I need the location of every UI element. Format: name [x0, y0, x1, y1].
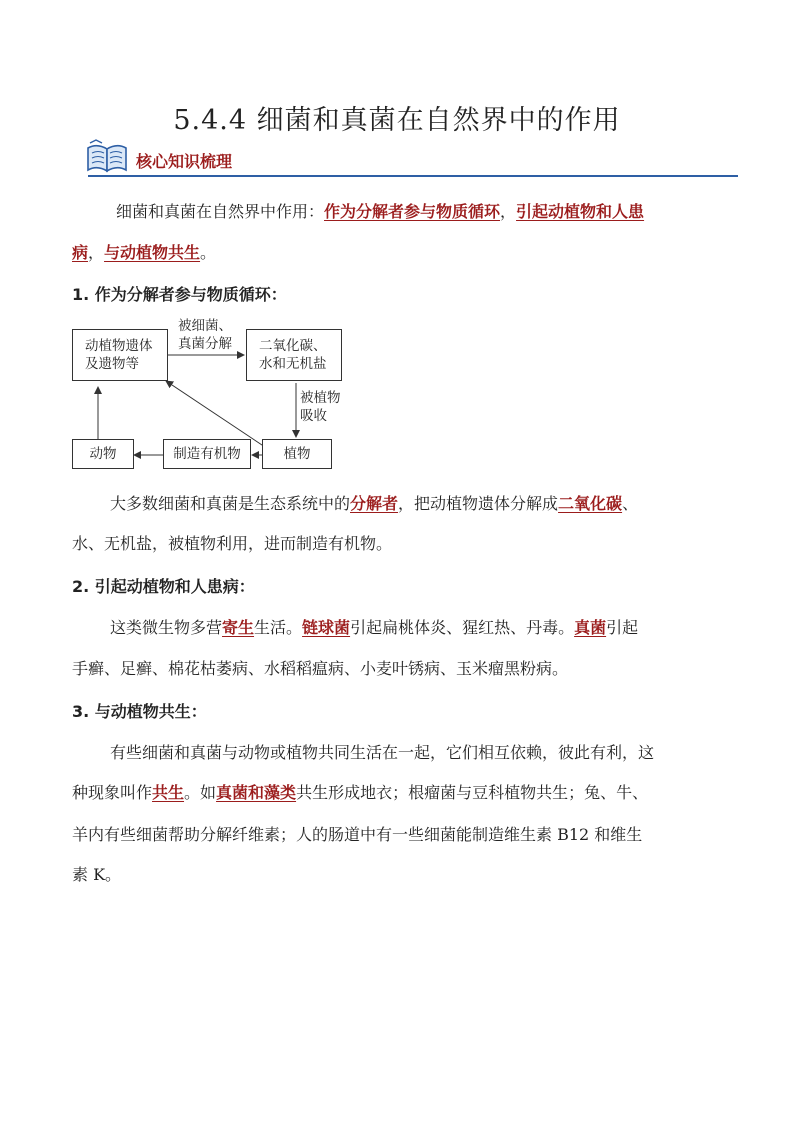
intro-text: ， — [500, 202, 517, 221]
heading-decomposer: 1. 作为分解者参与物质循环： — [72, 285, 287, 304]
box-inorganic-line-2: 水和无机盐 — [259, 356, 327, 372]
p1-text: 大多数细菌和真菌是生态系统中的 — [110, 494, 351, 513]
key-term: 真菌和藻类 — [216, 783, 297, 802]
key-term: 链球菌 — [302, 618, 351, 637]
intro-text: 细菌和真菌在自然界中作用： — [116, 202, 325, 221]
box-inorganic-line-1: 二氧化碳、 — [259, 338, 327, 354]
p2-text: 引起扁桃体炎、猩红热、丹毒。 — [350, 618, 575, 637]
p2-line-1 — [110, 615, 638, 638]
p2-text: 引起 — [606, 618, 639, 637]
box-animal: 动物 — [72, 439, 134, 469]
key-term: 二氧化碳 — [558, 494, 623, 513]
label-absorb-line-1: 被植物 — [300, 390, 341, 406]
heading-symbiosis: 3. 与动植物共生： — [72, 702, 207, 721]
p3-line-4: 素 K。 — [72, 865, 122, 884]
open-book-icon — [84, 138, 130, 176]
heading-disease: 2. 引起动植物和人患病： — [72, 577, 255, 596]
label-decompose — [178, 317, 232, 353]
p1-line-1 — [110, 491, 638, 514]
key-term: 寄生 — [222, 618, 255, 637]
key-term: 作为分解者参与物质循环 — [324, 202, 501, 221]
box-remains-line-2: 及遗物等 — [85, 356, 139, 372]
label-absorb-line-2: 吸收 — [300, 408, 327, 424]
key-term: 分解者 — [350, 494, 399, 513]
p3-text: 种现象叫作 — [72, 783, 153, 802]
page-title: 5.4.4 细菌和真菌在自然界中的作用 — [173, 105, 621, 136]
p1-text: 、 — [622, 494, 639, 513]
box-remains-line-1: 动植物遗体 — [85, 338, 153, 354]
p3-text: 。如 — [184, 783, 217, 802]
label-decompose-line-1: 被细菌、 — [178, 318, 232, 334]
key-term: 真菌 — [574, 618, 607, 637]
intro-text: ， — [88, 243, 105, 262]
p3-line-1: 有些细菌和真菌与动物或植物共同生活在一起，它们相互依赖，彼此有利，这 — [110, 743, 655, 762]
intro-text: 。 — [200, 243, 217, 262]
intro-line-1 — [116, 199, 644, 222]
p2-line-2: 手癣、足癣、棉花枯萎病、水稻稻瘟病、小麦叶锈病、玉米瘤黑粉病。 — [72, 659, 569, 678]
intro-line-2 — [72, 240, 216, 263]
key-term: 与动植物共生 — [104, 243, 201, 262]
label-decompose-line-2: 真菌分解 — [178, 336, 232, 352]
p2-text: 这类微生物多营 — [110, 618, 223, 637]
key-term: 引起动植物和人患 — [516, 202, 645, 221]
p1-text: ，把动植物遗体分解成 — [398, 494, 559, 513]
p2-text: 生活。 — [254, 618, 303, 637]
p3-line-3: 羊内有些细菌帮助分解纤维素；人的肠道中有一些细菌能制造维生素 B12 和维生 — [72, 825, 643, 844]
label-absorb — [300, 389, 341, 425]
box-plant: 植物 — [262, 439, 332, 469]
box-organic: 制造有机物 — [163, 439, 251, 469]
box-remains — [72, 329, 168, 381]
section-label: 核心知识梳理 — [136, 152, 233, 171]
p1-line-2: 水、无机盐，被植物利用，进而制造有机物。 — [72, 534, 393, 553]
material-cycle-diagram — [70, 315, 360, 475]
section-divider — [88, 175, 738, 177]
key-term: 共生 — [152, 783, 185, 802]
p3-text: 共生形成地衣；根瘤菌与豆科植物共生；兔、牛、 — [296, 783, 649, 802]
p3-line-2 — [72, 780, 648, 803]
box-inorganic — [246, 329, 342, 381]
key-term: 病 — [72, 243, 89, 262]
